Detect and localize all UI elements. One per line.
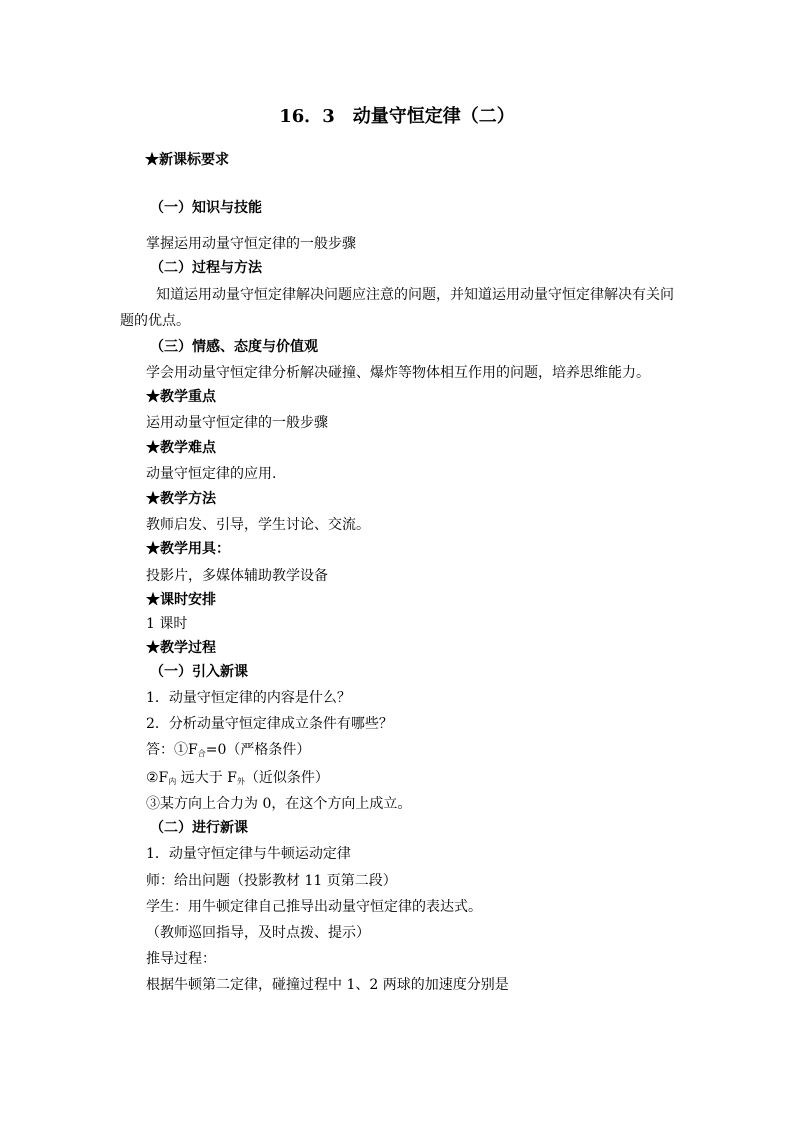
paragraph-process-line1: 知道运用动量守恒定律解决问题应注意的问题，并知道运用动量守恒定律解决有关问	[156, 287, 674, 303]
derivation-text: 根据牛顿第二定律，碰撞过程中 1、2 两球的加速度分别是	[146, 977, 509, 993]
answer-condition-2: $②F_内$ 远大于 $F_外$（近似条件）	[146, 770, 329, 786]
subheading-intro: （一）引入新课	[150, 664, 248, 680]
paragraph-key-point: 运用动量守恒定律的一般步骤	[146, 415, 328, 431]
paragraph-process-line2: 题的优点。	[120, 313, 190, 329]
section-heading-process: ★教学过程	[146, 640, 216, 656]
section-heading-requirements: ★新课标要求	[145, 152, 229, 168]
subheading-values: （三）情感、态度与价值观	[150, 339, 318, 355]
paragraph-knowledge: 掌握运用动量守恒定律的一般步骤	[146, 236, 356, 252]
subheading-new-lesson: （二）进行新课	[150, 820, 248, 836]
student-task: 学生：用牛顿定律自己推导出动量守恒定律的表达式。	[146, 899, 482, 915]
subheading-process: （二）过程与方法	[150, 260, 262, 276]
section-heading-schedule: ★课时安排	[146, 592, 216, 608]
question-1: 1．动量守恒定律的内容是什么？	[146, 690, 351, 706]
paragraph-method: 教师启发、引导，学生讨论、交流。	[146, 517, 370, 533]
teacher-prompt: 师：给出问题（投影教材 11 页第二段）	[146, 873, 397, 889]
section-heading-difficulty: ★教学难点	[146, 440, 216, 456]
answer-condition-3: ③某方向上合力为 0，在这个方向上成立。	[146, 796, 412, 812]
topic-1: 1．动量守恒定律与牛顿运动定律	[146, 846, 351, 862]
section-heading-key-point: ★教学重点	[146, 389, 216, 405]
paragraph-difficulty: 动量守恒定律的应用.	[146, 466, 277, 482]
question-2: 2．分析动量守恒定律成立条件有哪些？	[146, 716, 393, 732]
teacher-note: （教师巡回指导，及时点拨、提示）	[146, 925, 370, 941]
derivation-label: 推导过程：	[146, 951, 216, 967]
section-heading-tools: ★教学用具：	[146, 541, 230, 557]
answer-condition-1: 答：$①F_合=0$（严格条件）	[146, 742, 311, 758]
paragraph-schedule: 1 课时	[146, 616, 188, 632]
paragraph-values: 学会用动量守恒定律分析解决碰撞、爆炸等物体相互作用的问题，培养思维能力。	[146, 365, 650, 381]
page-title: 16．3 动量守恒定律（二）	[279, 106, 515, 127]
subheading-knowledge: （一）知识与技能	[150, 200, 262, 216]
paragraph-tools: 投影片，多媒体辅助教学设备	[146, 568, 328, 584]
section-heading-method: ★教学方法	[146, 491, 216, 507]
